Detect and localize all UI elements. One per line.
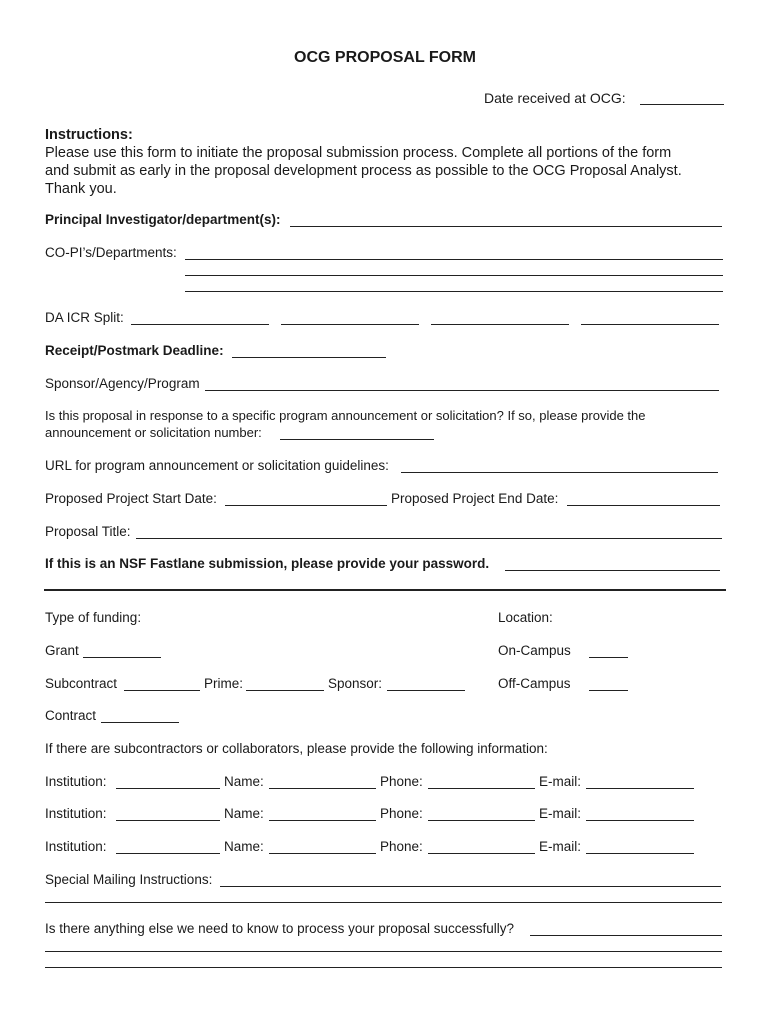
subcontract-field[interactable] [124, 690, 200, 691]
phone-field[interactable] [428, 788, 535, 789]
sponsor-short-field[interactable] [387, 690, 465, 691]
copi-field-1[interactable] [185, 259, 723, 260]
deadline-label: Receipt/Postmark Deadline: [45, 343, 224, 358]
email-field[interactable] [586, 788, 694, 789]
instructions-line-2: and submit as early in the proposal development process as possible to the OCG Proposal Analyst. [45, 163, 682, 179]
phone-label: Phone: [380, 774, 423, 789]
sponsor-short-label: Sponsor: [328, 676, 383, 691]
name-label: Name: [224, 839, 264, 854]
instructions-heading: Instructions: [45, 127, 133, 143]
collaborators-prompt: If there are subcontractors or collaborators, please provide the following information: [45, 741, 548, 756]
da-icr-field-2[interactable] [281, 324, 419, 325]
sponsor-field[interactable] [205, 390, 719, 391]
location-label: Location: [498, 610, 553, 625]
anything-else-label: Is there anything else we need to know to process your proposal successfully? [45, 921, 515, 936]
subcontract-label: Subcontract [45, 676, 118, 691]
da-icr-field-1[interactable] [131, 324, 269, 325]
name-field[interactable] [269, 788, 376, 789]
proposal-title-label: Proposal Title: [45, 524, 131, 539]
mailing-instructions-label: Special Mailing Instructions: [45, 872, 213, 887]
date-received-field[interactable] [640, 104, 724, 105]
contract-label: Contract [45, 708, 97, 723]
institution-field[interactable] [116, 788, 220, 789]
da-icr-field-4[interactable] [581, 324, 719, 325]
end-date-field[interactable] [567, 505, 720, 506]
proposal-title-field[interactable] [136, 538, 722, 539]
institution-label: Institution: [45, 806, 107, 821]
date-received-label: Date received at OCG: [484, 90, 626, 106]
off-campus-field[interactable] [589, 690, 628, 691]
on-campus-label: On-Campus [498, 643, 571, 658]
end-date-label: Proposed Project End Date: [391, 491, 559, 506]
da-icr-field-3[interactable] [431, 324, 569, 325]
announcement-number-field[interactable] [280, 439, 434, 440]
name-field[interactable] [269, 820, 376, 821]
pi-label: Principal Investigator/department(s): [45, 212, 281, 227]
institution-field[interactable] [116, 853, 220, 854]
institution-label: Institution: [45, 839, 107, 854]
name-field[interactable] [269, 853, 376, 854]
instructions [45, 126, 735, 198]
copi-field-3[interactable] [185, 291, 723, 292]
sponsor-label: Sponsor/Agency/Program [45, 376, 200, 391]
email-field[interactable] [586, 820, 694, 821]
url-field[interactable] [401, 472, 718, 473]
fastlane-password-field[interactable] [505, 570, 720, 571]
phone-field[interactable] [428, 820, 535, 821]
email-label: E-mail: [539, 839, 582, 854]
da-icr-label: DA ICR Split: [45, 310, 124, 325]
name-label: Name: [224, 774, 264, 789]
email-field[interactable] [586, 853, 694, 854]
copi-label: CO-PI’s/Departments: [45, 245, 177, 260]
fastlane-label: If this is an NSF Fastlane submission, please provide your password. [45, 556, 490, 571]
mailing-instructions-field-1[interactable] [220, 886, 721, 887]
prime-label: Prime: [204, 676, 244, 691]
section-divider [44, 589, 726, 591]
form-title: OCG PROPOSAL FORM [294, 49, 476, 66]
announcement-question-line-1: Is this proposal in response to a specific program announcement or solicitation? If so, please provide the [45, 408, 646, 423]
phone-label: Phone: [380, 806, 423, 821]
funding-type-label: Type of funding: [45, 610, 142, 625]
anything-else-field-1[interactable] [530, 935, 722, 936]
instructions-line-1: Please use this form to initiate the proposal submission process. Complete all portions of the form [45, 145, 672, 161]
email-label: E-mail: [539, 806, 582, 821]
deadline-field[interactable] [232, 357, 386, 358]
email-label: E-mail: [539, 774, 582, 789]
on-campus-field[interactable] [589, 657, 628, 658]
phone-field[interactable] [428, 853, 535, 854]
grant-label: Grant [45, 643, 79, 658]
contract-field[interactable] [101, 722, 179, 723]
url-label: URL for program announcement or solicitation guidelines: [45, 458, 389, 473]
announcement-question-line-2: announcement or solicitation number: [45, 425, 262, 440]
mailing-instructions-field-2[interactable] [45, 902, 722, 903]
institution-label: Institution: [45, 774, 107, 789]
grant-field[interactable] [83, 657, 161, 658]
institution-field[interactable] [116, 820, 220, 821]
prime-field[interactable] [246, 690, 324, 691]
name-label: Name: [224, 806, 264, 821]
instructions-line-3: Thank you. [45, 181, 117, 197]
phone-label: Phone: [380, 839, 423, 854]
anything-else-field-3[interactable] [45, 967, 722, 968]
start-date-field[interactable] [225, 505, 387, 506]
pi-field[interactable] [290, 226, 722, 227]
anything-else-field-2[interactable] [45, 951, 722, 952]
copi-field-2[interactable] [185, 275, 723, 276]
off-campus-label: Off-Campus [498, 676, 571, 691]
start-date-label: Proposed Project Start Date: [45, 491, 217, 506]
